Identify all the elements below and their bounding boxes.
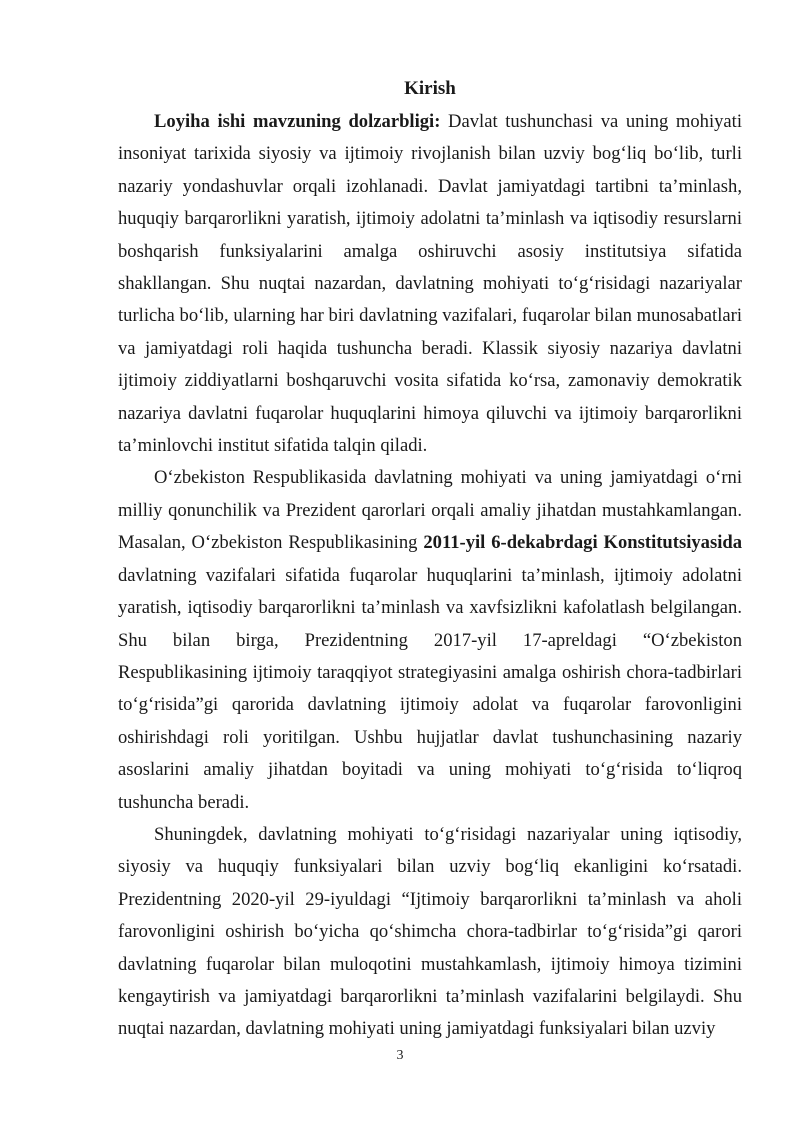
- paragraph-text: davlatning vazifalari sifatida fuqarolar huquqlarini ta’minlash, ijtimoiy adolatni yaratish, iqtisodiy barqarorlikni ta’minlash va xavfsizlikni kafolatlash belgilangan. Shu bilan birga, Prezidentning 2017-yil 17-apreldagi “O‘zbekiston Respublikasining ijtimoiy taraqqiyot strategiyasini amalga oshirish chora-tadbirlari to‘g‘risida”gi qarorida davlatning ijtimoiy adolat va fuqarolar farovonligini oshirishdagi roli yoritilgan. Ushbu hujjatlar davlat tushunchasining nazariy asoslarini amaliy jihatdan boyitadi va uning mohiyati to‘g‘risida to‘liqroq tushuncha beradi.: [118, 564, 742, 813]
- paragraph-relevance: [118, 106, 742, 462]
- paragraph-text: Shuningdek, davlatning mohiyati to‘g‘risidagi nazariyalar uning iqtisodiy, siyosiy va huquqiy funksiyalari bilan uzviy bog‘liq ekanligini ko‘rsatadi. Prezidentning 2020-yil 29-iyuldagi “Ijtimoiy barqarorlikni ta’minlash va aholi farovonligini oshirish bo‘yicha qo‘shimcha chora-tadbirlar to‘g‘risida”gi qarori davlatning fuqarolar bilan muloqotini mustahkamlash, ijtimoiy himoya tizimini kengaytirish va jamiyatdagi barqarorlikni ta’minlash vazifalarini belgilaydi. Shu nuqtai nazardan, davlatning mohiyati uning jamiyatdagi funksiyalari bilan uzviy: [118, 823, 742, 1040]
- paragraph-lead: Loyiha ishi mavzuning dolzarbligi:: [154, 111, 441, 132]
- page-number: 3: [396, 1048, 404, 1063]
- paragraph-legislation: [118, 462, 742, 818]
- section-heading: Kirish: [404, 78, 456, 99]
- paragraph-functions: [118, 819, 742, 1046]
- constitution-reference: 2011-yil 6-dekabrdagi Konstitutsiyasida: [423, 532, 742, 554]
- paragraph-text: Davlat tushunchasi va uning mohiyati insoniyat tarixida siyosiy va ijtimoiy rivojlanish bilan uzviy bog‘liq bo‘lib, turli nazariy yondashuvlar orqali izohlanadi. Davlat jamiyatdagi tartibni ta’minlash, huquqiy barqarorlikni yaratish, ijtimoiy adolatni ta’minlash va iqtisodiy resurslarni boshqarish funksiyalarini amalga oshiruvchi asosiy institutsiya sifatida shakllangan. Shu nuqtai nazardan, davlatning mohiyati to‘g‘risidagi nazariyalar turlicha bo‘lib, ularning har biri davlatning vazifalari, fuqarolar bilan munosabatlari va jamiyatdagi roli haqida tushuncha beradi. Klassik siyosiy nazariya davlatni ijtimoiy ziddiyatlarni boshqaruvchi vosita sifatida ko‘rsa, zamonaviy demokratik nazariya davlatni fuqarolar huquqlarini himoya qiluvchi va ijtimoiy barqarorlikni ta’minlovchi institut sifatida talqin qiladi.: [118, 111, 742, 457]
- paragraph-text: O‘zbekiston Respublikasida davlatning mohiyati va uning jamiyatdagi o‘rni milliy qonunchilik va Prezident qarorlari orqali amaliy jihatdan mustahkamlangan. Masalan, O‘zbekiston Respublikasining: [118, 467, 742, 554]
- document-page: [118, 74, 742, 1046]
